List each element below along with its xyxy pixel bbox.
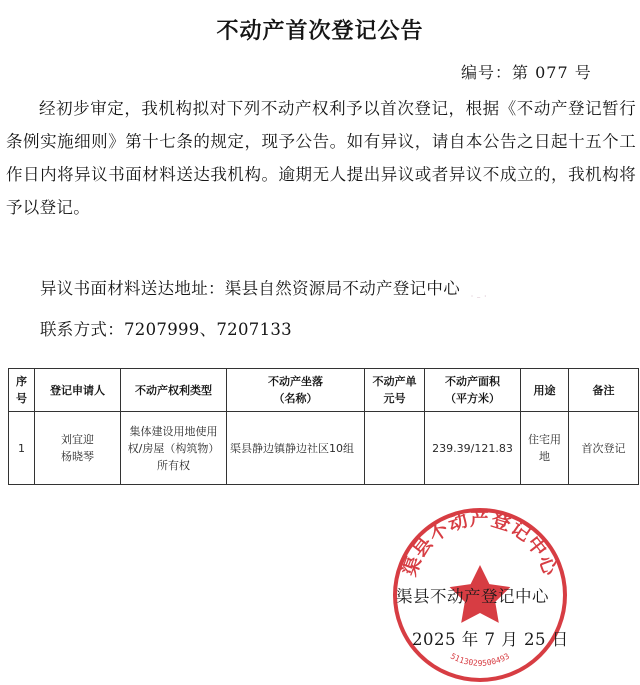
cell-usage: 住宅用地 [521,412,569,485]
cell-no: 1 [9,412,35,485]
cell-right-type: 集体建设用地使用权/房屋（构筑物）所有权 [121,412,227,485]
cell-applicant-2: 杨晓琴 [61,450,94,463]
header-location-sub: （名称） [273,392,318,405]
cell-area: 239.39/121.83 [425,412,521,485]
header-area [425,369,521,412]
header-no: 序号 [9,369,35,412]
notice-body-paragraph: 经初步审定，我机构拟对下列不动产权利予以首次登记，根据《不动产登记暂行条例实施细则》第十七条的规定，现予公告。如有异议，请自本公告之日起十五个工作日内将异议书面材料送达我机构。逾期无人提出异议或者异议不成立的，我机构将予以登记。 [6,99,636,217]
header-usage: 用途 [521,369,569,412]
contact-info: 联系方式：7207999、7207133 [40,320,292,339]
cell-remark: 首次登记 [569,412,639,485]
objection-address: 异议书面材料送达地址：渠县自然资源局不动产登记中心 [40,279,460,298]
seal-text-path: 渠县不动产登记中心 [398,507,562,580]
header-remark: 备注 [569,369,639,412]
seal-code [449,652,511,668]
cell-location: 渠县静边镇静边社区10组 [227,412,365,485]
header-location [227,369,365,412]
header-right-type: 不动产权利类型 [121,369,227,412]
seal-code-path: 5113029500493 [448,651,512,668]
cell-applicant [35,412,121,485]
signature-organization: 渠县不动产登记中心 [396,587,549,606]
header-applicant: 登记申请人 [35,369,121,412]
paper-speck-decoration: ˙ ⁻ ˙ [470,295,488,304]
document-number: 编号：第 077 号 [461,63,592,82]
header-location-main: 不动产坐落 [268,375,323,388]
header-area-sub: （平方米） [445,392,500,405]
header-unit-no: 不动产单元号 [365,369,425,412]
header-area-main: 不动产面积 [445,375,500,388]
signature-date: 2025 年 7 月 25 日 [412,630,569,649]
table-header-row [9,369,639,412]
table-row [9,412,639,485]
registration-table [8,368,639,485]
notice-title: 不动产首次登记公告 [216,19,424,44]
cell-applicant-1: 刘宜迎 [61,433,94,446]
cell-unit-no [365,412,425,485]
